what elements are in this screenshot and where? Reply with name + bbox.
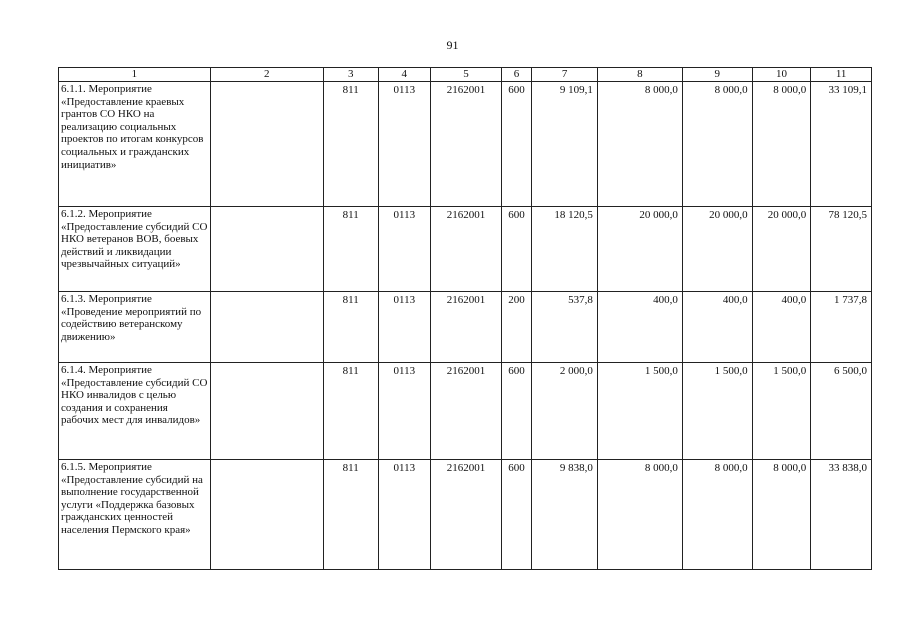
amount-col8: 8 000,0 [597,82,682,207]
table-row [59,82,872,207]
gov-code: 811 [323,292,378,363]
amount-col8: 1 500,0 [597,363,682,460]
amount-col8: 400,0 [597,292,682,363]
table-row [59,363,872,460]
column-header: 8 [597,68,682,82]
target-code: 2162001 [431,292,502,363]
amount-col9: 400,0 [682,292,752,363]
activity-name: 6.1.1. Мероприятие «Предоставление краевых грантов СО НКО на реализацию социальных проектов по итогам конкурсов социальных и гражданских инициатив» [59,82,211,207]
target-code: 2162001 [431,207,502,292]
amount-col10: 1 500,0 [752,363,811,460]
amount-col10: 400,0 [752,292,811,363]
amount-col7: 18 120,5 [532,207,598,292]
column-header: 11 [811,68,872,82]
column-header: 4 [378,68,431,82]
amount-col9: 20 000,0 [682,207,752,292]
amount-total: 1 737,8 [811,292,872,363]
expense-type-code: 600 [501,363,531,460]
column-header: 5 [431,68,502,82]
page-number: 91 [446,38,459,52]
amount-col7: 9 838,0 [532,460,598,570]
responsible-cell [210,363,323,460]
amount-total: 33 838,0 [811,460,872,570]
budget-table [58,67,872,570]
expense-type-code: 600 [501,207,531,292]
table-row [59,460,872,570]
header-row [59,68,872,82]
responsible-cell [210,207,323,292]
column-header: 3 [323,68,378,82]
amount-col10: 8 000,0 [752,460,811,570]
gov-code: 811 [323,363,378,460]
column-header: 1 [59,68,211,82]
section-code: 0113 [378,460,431,570]
activity-name: 6.1.2. Мероприятие «Предоставление субсидий СО НКО ветеранов ВОВ, боевых действий и ликвидации чрезвычайных ситуаций» [59,207,211,292]
expense-type-code: 600 [501,82,531,207]
column-header: 10 [752,68,811,82]
section-code: 0113 [378,82,431,207]
responsible-cell [210,460,323,570]
section-code: 0113 [378,207,431,292]
responsible-cell [210,292,323,363]
section-code: 0113 [378,292,431,363]
amount-col8: 8 000,0 [597,460,682,570]
column-header: 2 [210,68,323,82]
section-code: 0113 [378,363,431,460]
amount-col9: 1 500,0 [682,363,752,460]
amount-col10: 8 000,0 [752,82,811,207]
target-code: 2162001 [431,363,502,460]
amount-col7: 537,8 [532,292,598,363]
amount-col7: 2 000,0 [532,363,598,460]
table-row [59,292,872,363]
amount-total: 6 500,0 [811,363,872,460]
target-code: 2162001 [431,460,502,570]
gov-code: 811 [323,82,378,207]
amount-total: 78 120,5 [811,207,872,292]
expense-type-code: 200 [501,292,531,363]
activity-name: 6.1.5. Мероприятие «Предоставление субсидий на выполнение государственной услуги «Поддержка базовых гражданских ценностей населения Пермского края» [59,460,211,570]
activity-name: 6.1.3. Мероприятие «Проведение мероприятий по содействию ветеранскому движению» [59,292,211,363]
activity-name: 6.1.4. Мероприятие «Предоставление субсидий СО НКО инвалидов с целью создания и сохранения рабочих мест для инвалидов» [59,363,211,460]
target-code: 2162001 [431,82,502,207]
column-header: 6 [501,68,531,82]
amount-total: 33 109,1 [811,82,872,207]
column-header: 7 [532,68,598,82]
amount-col7: 9 109,1 [532,82,598,207]
amount-col9: 8 000,0 [682,460,752,570]
table-row [59,207,872,292]
amount-col8: 20 000,0 [597,207,682,292]
amount-col10: 20 000,0 [752,207,811,292]
column-header: 9 [682,68,752,82]
gov-code: 811 [323,460,378,570]
gov-code: 811 [323,207,378,292]
expense-type-code: 600 [501,460,531,570]
amount-col9: 8 000,0 [682,82,752,207]
responsible-cell [210,82,323,207]
